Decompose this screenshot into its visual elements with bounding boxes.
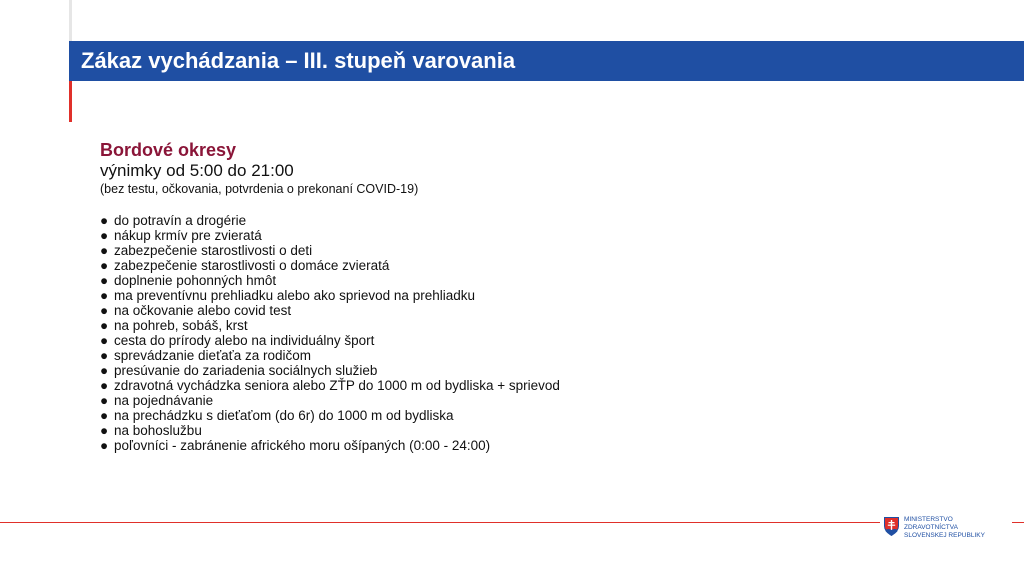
ministry-line-3: SLOVENSKEJ REPUBLIKY (904, 532, 985, 539)
bullet-icon: ● (100, 438, 109, 453)
exception-item-text: na pojednávanie (114, 393, 214, 408)
exception-item (100, 333, 800, 348)
bullet-icon: ● (100, 408, 109, 423)
exception-item-text: na prechádzku s dieťaťom (do 6r) do 1000 m od bydliska (114, 408, 454, 423)
bullet-icon: ● (100, 378, 109, 393)
exception-item-text: na pohreb, sobáš, krst (114, 318, 248, 333)
exception-item (100, 318, 800, 333)
exception-item (100, 438, 800, 453)
exception-item-text: do potravín a drogérie (114, 213, 247, 228)
exception-item (100, 363, 800, 378)
exception-item (100, 348, 800, 363)
exception-item (100, 393, 800, 408)
exception-item-text: cesta do prírody alebo na individuálny šport (114, 333, 375, 348)
section-heading: Bordové okresy (100, 140, 237, 160)
exception-item-text: presúvanie do zariadenia sociálnych služieb (114, 363, 378, 378)
ministry-name (904, 516, 985, 540)
bullet-icon: ● (100, 348, 109, 363)
exception-item-text: zabezpečenie starostlivosti o deti (114, 243, 313, 258)
bullet-icon: ● (100, 258, 109, 273)
exception-item (100, 378, 800, 393)
top-accent-line (69, 0, 72, 41)
exception-item (100, 213, 800, 228)
ministry-line-2: ZDRAVOTNÍCTVA (904, 524, 958, 531)
bullet-icon: ● (100, 213, 109, 228)
ministry-logo (880, 512, 1012, 546)
bullet-icon: ● (100, 273, 109, 288)
bullet-icon: ● (100, 423, 109, 438)
bullet-icon: ● (100, 318, 109, 333)
exceptions-note: (bez testu, očkovania, potvrdenia o prekonaní COVID-19) (100, 182, 419, 196)
slovak-crest-icon (884, 517, 899, 536)
exception-item (100, 408, 800, 423)
exception-item-text: na očkovanie alebo covid test (114, 303, 292, 318)
bullet-icon: ● (100, 303, 109, 318)
bullet-icon: ● (100, 243, 109, 258)
exception-item-text: na bohoslužbu (114, 423, 202, 438)
exception-item (100, 288, 800, 303)
exception-item (100, 303, 800, 318)
content-area (100, 139, 800, 453)
red-accent-line (69, 81, 72, 122)
exception-item-text: poľovníci - zabránenie afrického moru ošípaných (0:00 - 24:00) (114, 438, 491, 453)
exception-item-text: sprevádzanie dieťaťa za rodičom (114, 348, 311, 363)
exception-item-text: zabezpečenie starostlivosti o domáce zvieratá (114, 258, 390, 273)
exceptions-time: výnimky od 5:00 do 21:00 (100, 161, 294, 180)
slide-title: Zákaz vychádzania – III. stupeň varovania (81, 48, 516, 73)
exception-item (100, 243, 800, 258)
exception-item-text: nákup krmív pre zvieratá (114, 228, 262, 243)
title-bar (69, 41, 1024, 81)
bullet-icon: ● (100, 333, 109, 348)
exception-item-text: ma preventívnu prehliadku alebo ako sprievod na prehliadku (114, 288, 475, 303)
exception-item (100, 273, 800, 288)
bullet-icon: ● (100, 393, 109, 408)
exceptions-list (100, 213, 800, 453)
ministry-line-1: MINISTERSTVO (904, 516, 953, 523)
exception-item (100, 228, 800, 243)
bullet-icon: ● (100, 363, 109, 378)
exception-item-text: zdravotná vychádzka seniora alebo ZŤP do 1000 m od bydliska + sprievod (114, 378, 560, 393)
exception-item (100, 423, 800, 438)
bullet-icon: ● (100, 288, 109, 303)
footer-line (0, 522, 1024, 523)
exception-item-text: doplnenie pohonných hmôt (114, 273, 277, 288)
bullet-icon: ● (100, 228, 109, 243)
exception-item (100, 258, 800, 273)
